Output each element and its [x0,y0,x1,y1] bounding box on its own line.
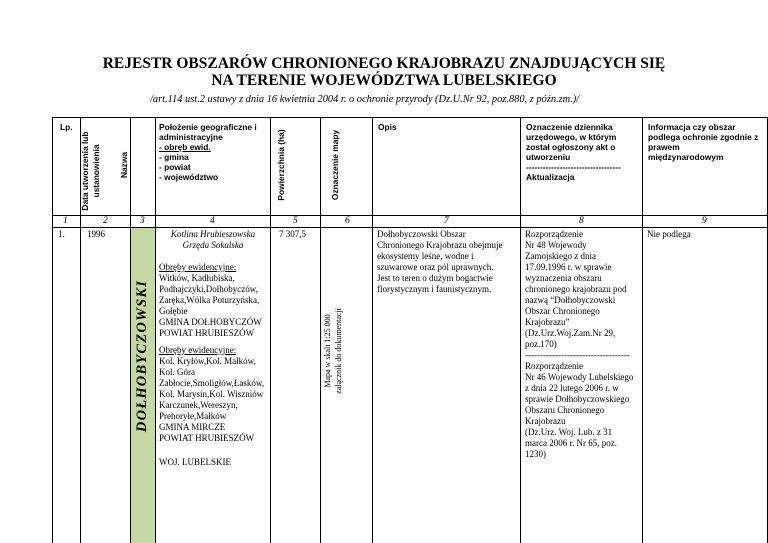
journal-line: Krajobrazu” [525,317,570,327]
header-international [648,122,766,162]
journal-line: nazwą “Dołhobyczowski [525,295,616,305]
document-title-line2: NA TERENIE WOJEWÓDZTWA LUBELSKIEGO [211,72,557,89]
row-map-reference [322,301,344,401]
journal-line: ----------------------------------- [525,350,630,360]
column-number: 6 [345,216,350,226]
obreby-line: POWIAT HRUBIESZÓW [159,328,255,338]
desc-line: ekosystemy leśne, wodne i [377,251,474,261]
header-journal-line: został ogłoszony akt o [526,142,616,152]
document-title-line1: REJESTR OBSZARÓW CHRONIONEGO KRAJOBRAZU ZNAJDUJĄCYCH SIĘ [102,55,666,72]
column-number: 7 [444,216,449,226]
row-voivodeship: WOJ. LUBELSKIE [159,457,231,467]
header-journal-line: utworzeniu [526,152,571,162]
row-journal [525,229,641,460]
journal-line: Krajobrazu [525,416,566,426]
obreby-line: Podhajczyki,Dołhobyczów, [159,284,258,294]
header-intl-line: podlega ochronie zgodnie z [648,132,759,142]
col-border [155,117,156,543]
region-line: Kotlina Hrubieszowska [170,229,256,239]
obreby-line: Zabłocie,Smoligłów,Łasków, [159,378,265,388]
journal-line: chronionego krajobrazu pod [525,284,627,294]
col-border [520,117,521,543]
row-obreby-mircze [159,345,271,444]
row-area: 7 307,5 [279,229,306,239]
obreby-line: Gołębie [159,306,188,316]
row-international: Nie podlega [647,229,691,239]
header-location [159,122,269,182]
header-area: Powierzchnia (ha) [276,129,286,201]
col-border [372,117,373,543]
obreby-line: Zaręka,Wólka Poturzyńska, [159,295,260,305]
map-line: Mapa w skali 1:25 000 [323,314,332,388]
header-location-line: - gmina [159,152,189,162]
column-number: 5 [293,216,298,226]
table-top-border [52,117,768,118]
journal-line: sprawie Dołhobyczowskiego [525,394,630,404]
obreby-label: Obręby ewidencyjne: [159,345,237,355]
desc-line: Chronionego Krajobrazu obejmuje [377,240,503,250]
journal-line: poz.170) [525,339,557,349]
journal-line: wyznaczenia obszaru [525,273,602,283]
desc-line: Dołhobyczowski Obszar [377,229,466,239]
journal-line: Zamojskiego z dnia [525,251,596,261]
journal-line: Nr 46 Wojewody Lubelskiego [525,372,634,382]
header-journal-line: ---------------------------------- [526,162,621,172]
obreby-line: Kol. Góra [159,367,195,377]
obreby-line: Kol. Marysin,Kol. Wiszniów [159,389,264,399]
row-location-region [157,229,269,251]
col-border [642,117,643,543]
desc-line: szuwarowe oraz pól uprawnych. [377,262,494,272]
col-border [52,117,53,543]
header-date: Data utworzenia lub ustanowienia [80,131,101,211]
desc-line: Jest to teren o dużym bogactwie [377,273,493,283]
header-journal-line: Oznaczenie dziennika [526,122,613,132]
column-number: 9 [702,216,707,226]
map-line: załącznik do dokumentacji [334,308,343,394]
column-number: 3 [140,216,145,226]
obreby-line: Karczunek,Wereszyn, [159,400,238,410]
journal-line: z dnia 22 lutego 2006 r. w [525,383,619,393]
header-bottom-border [52,215,768,216]
legal-basis-subtitle: /art.114 ust.2 ustawy z dnia 16 kwietnia 2004 r. o ochronie przyrody (Dz.U.Nr 92, poz.880, z późn.zm.)/ [150,94,580,105]
row-description [377,229,519,295]
header-map: Oznaczenie mapy [330,129,340,201]
header-location-line: - województwo [159,172,219,182]
obreby-line: Kol. Kryłów,Kol. Małków, [159,356,256,366]
journal-line: Rozporządzenie [525,361,583,371]
journal-line: 17.09.1996 r. w sprawie [525,262,612,272]
header-name: Nazwa [119,151,129,179]
column-number: 8 [579,216,584,226]
header-intl-line: prawem [648,142,680,152]
journal-line: Nr 48 Wojewody [525,240,587,250]
header-lp: Lp. [60,122,73,132]
header-location-line: - obręb ewid. [159,142,211,152]
journal-line: marca 2006 r. Nr 65, poz. [525,438,617,448]
obreby-line: GMINA MIRCZE [159,422,226,432]
header-location-line: administracyjne [159,132,223,142]
obreby-line: Prehoryłe,Małków [159,411,227,421]
row-obreby-dolhobyczow [159,262,271,339]
journal-line: Rozporządzenie [525,229,583,239]
journal-line: Obszar Chronionego [525,306,600,316]
row-date: 1996 [87,229,105,239]
obreby-label: Obręby ewidencyjne: [159,262,237,272]
header-intl-line: Informacja czy obszar [648,122,736,132]
header-journal [526,122,640,182]
column-number: 1 [63,216,68,226]
desc-line: florystycznym i faunistycznym. [377,284,492,294]
row-name: DOŁHOBYCZOWSKI [134,279,150,433]
journal-line: (Dz.Urz. Woj. Lub. z 31 [525,427,613,437]
header-journal-line: Aktualizacja [526,172,575,182]
numbers-row-border [52,227,768,228]
column-number: 2 [103,216,108,226]
journal-line: Obszaru Chronionego [525,405,605,415]
header-journal-line: urzędowego, w którym [526,132,617,142]
header-location-line: Położenie geograficzne i [159,122,257,132]
region-line: Grzęda Sokalska [182,240,244,250]
obreby-line: POWIAT HRUBIESZÓW [159,433,255,443]
header-description: Opis [378,122,397,132]
header-intl-line: międzynarodowym [648,152,724,162]
journal-line: 1230) [525,449,546,459]
journal-line: (Dz.Urz.Woj.Zam.Nr 29, [525,328,616,338]
row-lp: 1. [58,229,65,239]
obreby-line: Witków, Kadłubiska, [159,273,235,283]
header-location-line: - powiat [159,162,191,172]
column-number: 4 [210,216,215,226]
obreby-line: GMINA DOŁHOBYCZÓW [159,317,262,327]
col-border [320,117,321,543]
